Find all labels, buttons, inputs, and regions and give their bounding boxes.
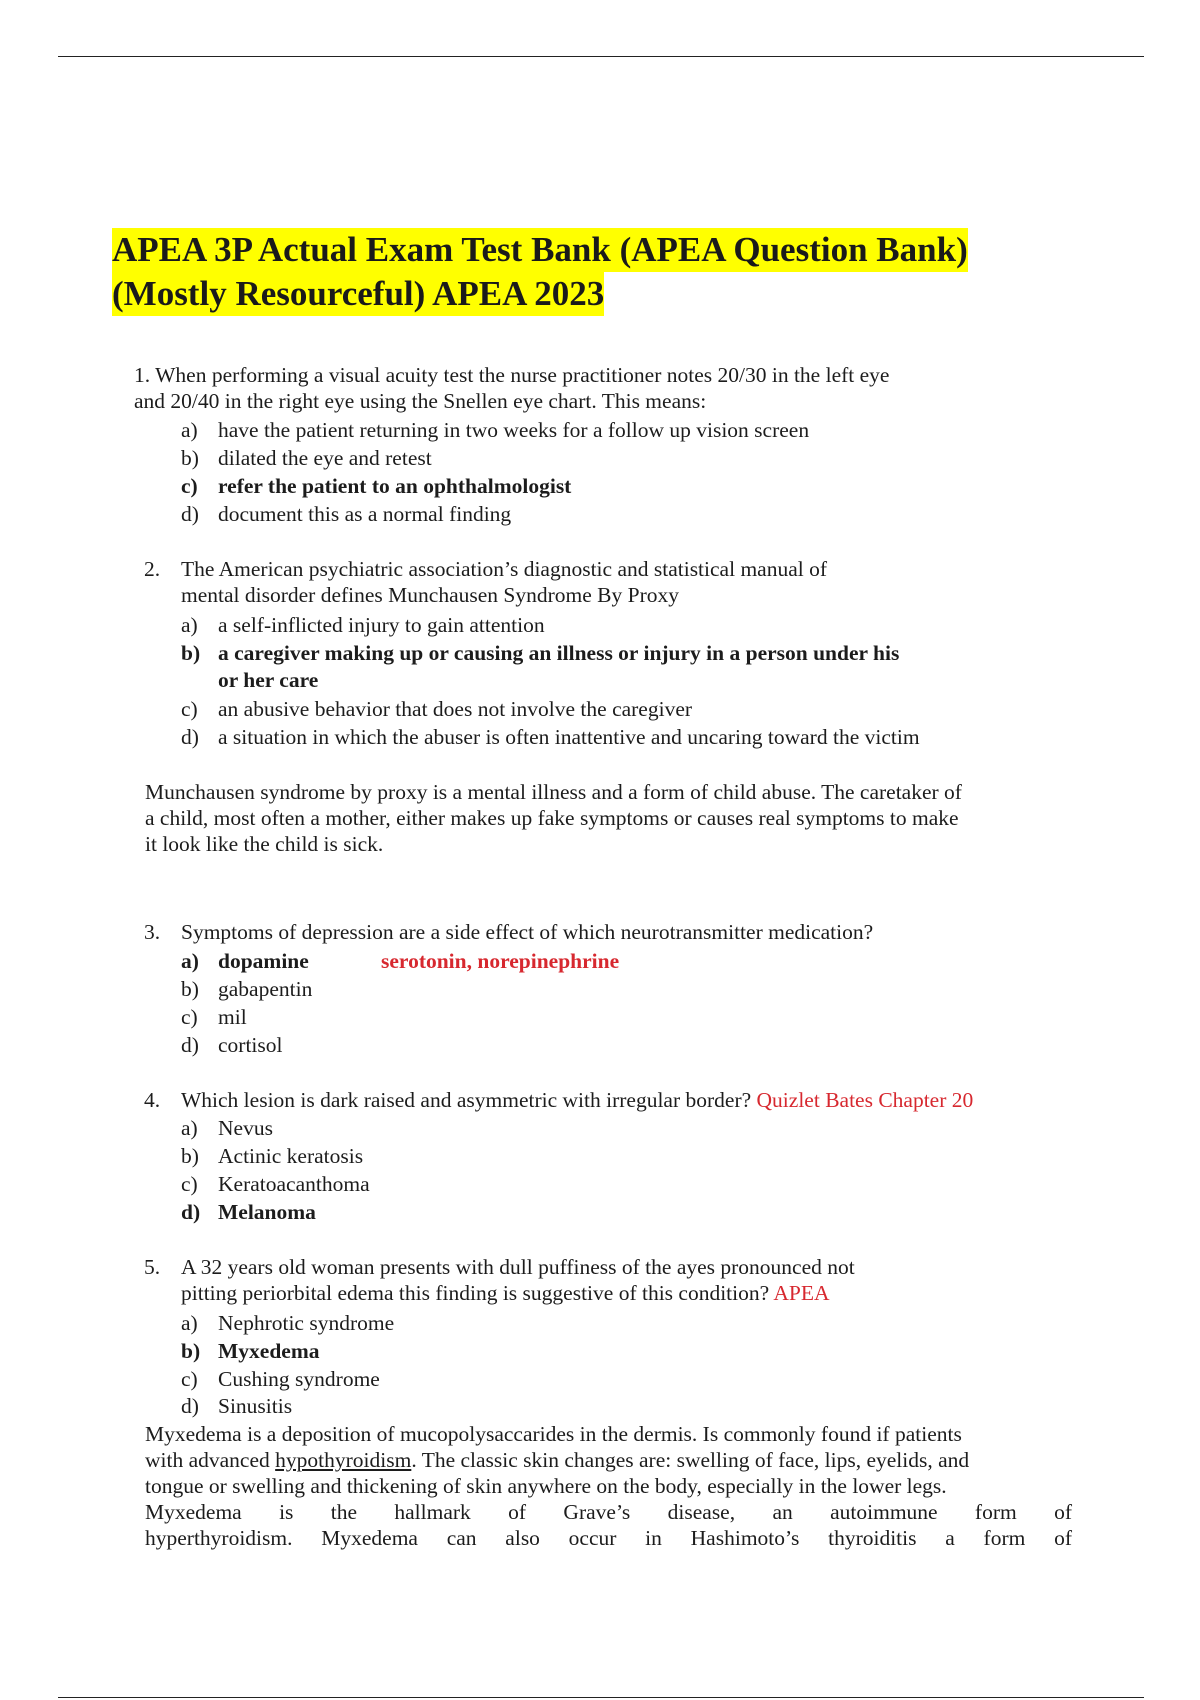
q1-option-c-letter: c) — [181, 474, 198, 498]
q2-stem — [181, 556, 1061, 608]
q5-option-c-letter: c) — [181, 1367, 198, 1391]
q1-option-b-letter: b) — [181, 446, 199, 470]
q2-option-a-letter: a) — [181, 613, 198, 637]
q1-option-d: document this as a normal finding — [218, 502, 512, 526]
hypothyroidism-link[interactable]: hypothyroidism — [275, 1448, 412, 1472]
q2-option-b-answer-cont: or her care — [218, 668, 319, 692]
q5-option-b-letter: b) — [181, 1339, 201, 1363]
q3-stem: Symptoms of depression are a side effect of which neurotransmitter medication? — [181, 920, 874, 944]
q5-option-d-letter: d) — [181, 1394, 199, 1418]
q2-explanation-line1: Munchausen syndrome by proxy is a mental illness and a form of child abuse. The caretaker of — [145, 780, 962, 804]
q2-option-d: a situation in which the abuser is often inattentive and uncaring toward the victim — [218, 725, 920, 749]
q4-source: Quizlet Bates Chapter 20 — [756, 1088, 974, 1112]
q5-stem-line2-wrap — [181, 1280, 1061, 1306]
q4-number: 4. — [144, 1088, 161, 1112]
q3-option-d: cortisol — [218, 1033, 283, 1057]
q4-stem: Which lesion is dark raised and asymmetric with irregular border? — [181, 1088, 752, 1112]
q5-explanation-line2 — [145, 1447, 1072, 1473]
top-rule — [58, 56, 1144, 57]
q4-option-a-letter: a) — [181, 1116, 198, 1140]
q5-explanation-line2-pre: with advanced — [145, 1448, 276, 1472]
q4-option-a: Nevus — [218, 1116, 273, 1140]
q2-option-c-letter: c) — [181, 697, 198, 721]
document-title — [112, 228, 1112, 316]
q5-stem-line2: pitting periorbital edema this finding is suggestive of this condition? — [181, 1281, 770, 1305]
q3-option-b-letter: b) — [181, 977, 199, 1001]
q1-option-b: dilated the eye and retest — [218, 446, 432, 470]
q1-stem-line2: and 20/40 in the right eye using the Snellen eye chart. This means: — [134, 389, 707, 413]
q2-stem-line1: The American psychiatric association’s diagnostic and statistical manual of — [181, 557, 828, 581]
q4-option-b: Actinic keratosis — [218, 1144, 364, 1168]
q4-option-c: Keratoacanthoma — [218, 1172, 370, 1196]
q5-stem-line1: A 32 years old woman presents with dull puffiness of the ayes pronounced not — [181, 1255, 855, 1279]
q1-option-d-letter: d) — [181, 502, 199, 526]
q1-stem-line1: 1. When performing a visual acuity test the nurse practitioner notes 20/30 in the left eye — [134, 363, 890, 387]
q5-explanation — [145, 1421, 1072, 1551]
q4-option-d-letter: d) — [181, 1200, 201, 1224]
q5-option-a: Nephrotic syndrome — [218, 1311, 395, 1335]
q4-option-b-letter: b) — [181, 1144, 199, 1168]
q2-option-b-letter: b) — [181, 641, 201, 665]
q3-option-a-letter: a) — [181, 949, 199, 973]
q4-option-c-letter: c) — [181, 1172, 198, 1196]
q1-option-a-letter: a) — [181, 418, 198, 442]
q5-stem — [181, 1254, 1061, 1306]
q2-stem-line2: mental disorder defines Munchausen Syndrome By Proxy — [181, 583, 679, 607]
q5-option-a-letter: a) — [181, 1311, 198, 1335]
q5-option-b-answer: Myxedema — [218, 1339, 320, 1363]
bottom-rule — [58, 1697, 1144, 1698]
q5-explanation-line4: Myxedema is the hallmark of Grave’s disease, an autoimmune form of — [145, 1500, 1072, 1524]
q5-explanation-line2-post: . The classic skin changes are: swelling of face, lips, eyelids, and — [411, 1448, 970, 1472]
q4-stem-wrap — [181, 1087, 1081, 1113]
q3-option-a-answer: dopamine — [218, 949, 309, 973]
q5-explanation-line3: tongue or swelling and thickening of skin anywhere on the body, especially in the lower legs. — [145, 1474, 947, 1498]
q3-option-b: gabapentin — [218, 977, 313, 1001]
q1-option-c-answer: refer the patient to an ophthalmologist — [218, 474, 572, 498]
q3-number: 3. — [144, 920, 161, 944]
q4-option-d-answer: Melanoma — [218, 1200, 316, 1224]
q1-stem — [134, 362, 1014, 414]
q2-option-c: an abusive behavior that does not involve the caregiver — [218, 697, 693, 721]
q3-red-note: serotonin, norepinephrine — [381, 949, 620, 973]
q5-explanation-line5: hyperthyroidism. Myxedema can also occur in Hashimoto’s thyroiditis a form of — [145, 1526, 1072, 1550]
q2-number: 2. — [144, 557, 161, 581]
q5-explanation-line1: Myxedema is a deposition of mucopolysaccarides in the dermis. Is commonly found if patients — [145, 1422, 962, 1446]
q3-option-c-letter: c) — [181, 1005, 198, 1029]
q3-option-c: mil — [218, 1005, 247, 1029]
q2-option-d-letter: d) — [181, 725, 199, 749]
q2-explanation — [145, 779, 1072, 857]
q5-option-c: Cushing syndrome — [218, 1367, 380, 1391]
q1-option-a: have the patient returning in two weeks for a follow up vision screen — [218, 418, 810, 442]
q2-option-b-answer: a caregiver making up or causing an illness or injury in a person under his — [218, 641, 900, 665]
q5-number: 5. — [144, 1255, 161, 1279]
q3-option-d-letter: d) — [181, 1033, 199, 1057]
q5-source: APEA — [773, 1281, 830, 1305]
q2-explanation-line2: a child, most often a mother, either makes up fake symptoms or causes real symptoms to make — [145, 806, 959, 830]
q2-option-a: a self-inflicted injury to gain attention — [218, 613, 545, 637]
title-line-1: APEA 3P Actual Exam Test Bank (APEA Question Bank) — [112, 228, 968, 272]
q2-explanation-line3: it look like the child is sick. — [145, 832, 384, 856]
title-line-2: (Mostly Resourceful) APEA 2023 — [112, 272, 604, 316]
q5-option-d: Sinusitis — [218, 1394, 293, 1418]
